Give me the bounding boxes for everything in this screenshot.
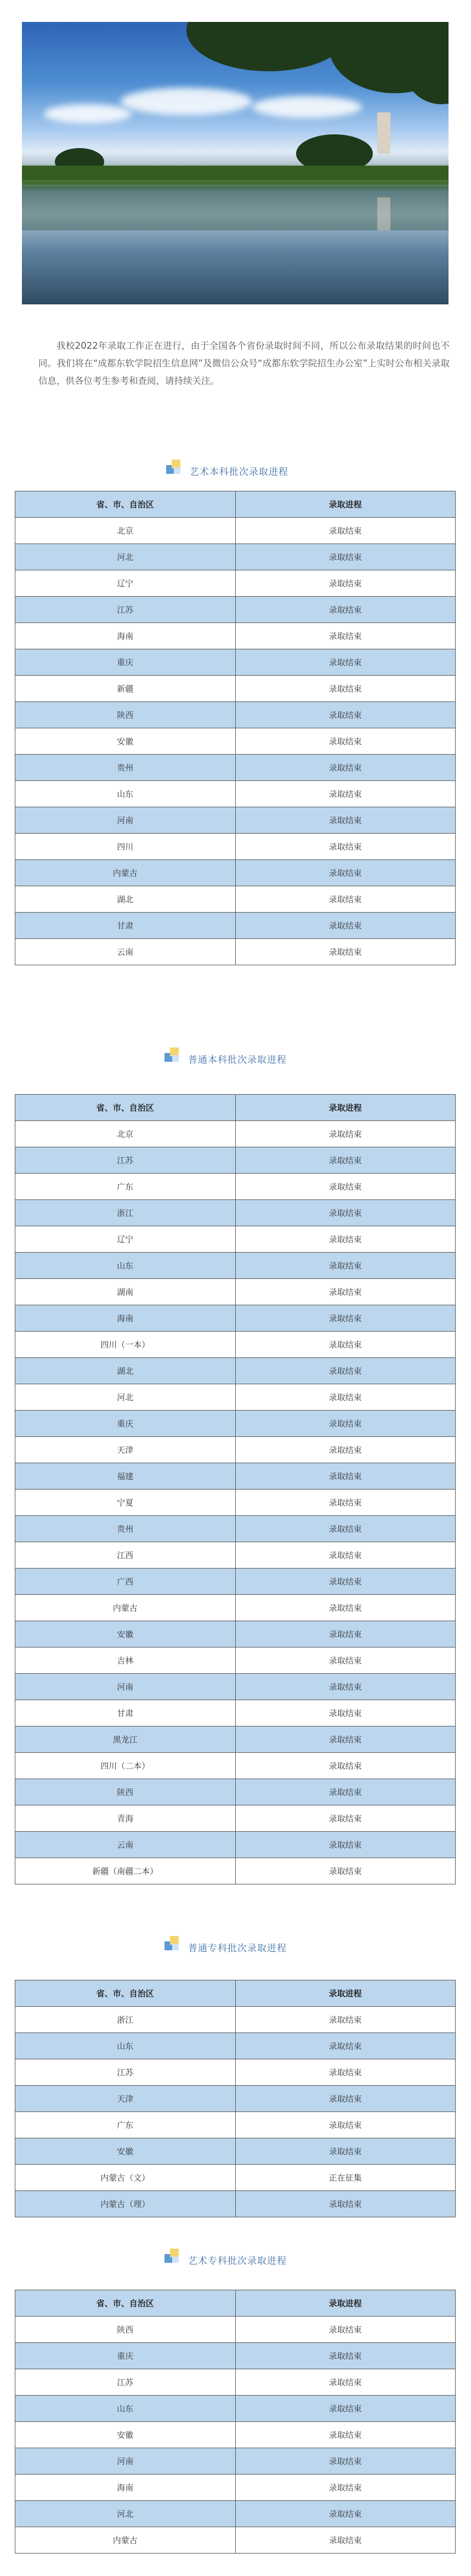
status-cell: 录取结束: [235, 2396, 456, 2422]
table-row: [15, 702, 456, 728]
table-row: [15, 728, 456, 755]
province-cell: 陕西: [15, 702, 236, 728]
province-cell: 山东: [15, 2396, 236, 2422]
status-cell: 录取结束: [235, 1569, 456, 1595]
status-cell: 录取结束: [235, 1437, 456, 1463]
province-cell: 甘肃: [15, 913, 236, 939]
table-row: [15, 807, 456, 834]
province-cell: 湖北: [15, 1358, 236, 1384]
status-cell: 录取结束: [235, 2448, 456, 2475]
table-row: [15, 1463, 456, 1490]
status-cell: 录取结束: [235, 1200, 456, 1226]
table-row: [15, 1174, 456, 1200]
province-cell: 天津: [15, 1437, 236, 1463]
status-cell: 录取结束: [235, 676, 456, 702]
status-cell: 录取结束: [235, 2317, 456, 2343]
table-row: [15, 1753, 456, 1779]
province-cell: 河北: [15, 1384, 236, 1411]
table-row: [15, 1542, 456, 1569]
table-row: [15, 1411, 456, 1437]
header-province: 省、市、自治区: [15, 1095, 236, 1121]
province-cell: 河北: [15, 544, 236, 570]
header-status: 录取进程: [235, 491, 456, 518]
table-row: [15, 1490, 456, 1516]
status-cell: 录取结束: [235, 1647, 456, 1674]
table-regular-college: [15, 1980, 456, 2217]
province-cell: 海南: [15, 2475, 236, 2501]
table-row: [15, 2317, 456, 2343]
table-row: [15, 781, 456, 807]
province-cell: 海南: [15, 1305, 236, 1332]
province-cell: 安徽: [15, 2422, 236, 2448]
province-cell: 江苏: [15, 597, 236, 623]
table-row: [15, 2369, 456, 2396]
header-status: 录取进程: [235, 2290, 456, 2317]
province-cell: 江苏: [15, 1147, 236, 1174]
status-cell: 录取结束: [235, 1753, 456, 1779]
status-cell: 录取结束: [235, 2112, 456, 2138]
table-row: [15, 1569, 456, 1595]
status-cell: 录取结束: [235, 1805, 456, 1832]
campus-lake-photo: [22, 22, 449, 304]
table-row: [15, 755, 456, 781]
status-cell: 录取结束: [235, 1463, 456, 1490]
province-cell: 天津: [15, 2086, 236, 2112]
status-cell: 录取结束: [235, 755, 456, 781]
province-cell: 浙江: [15, 2007, 236, 2033]
table-art-undergrad: [15, 491, 456, 965]
square-decoration-icon: [166, 460, 183, 476]
province-cell: 山东: [15, 1253, 236, 1279]
section-title-regular-undergrad: [0, 1048, 471, 1069]
table-row: [15, 1437, 456, 1463]
status-cell: 正在征集: [235, 2165, 456, 2191]
section-title-art-college: [0, 2249, 471, 2271]
status-cell: 录取结束: [235, 1226, 456, 1253]
province-cell: 云南: [15, 1832, 236, 1858]
table-row: [15, 2527, 456, 2554]
table-row: [15, 2448, 456, 2475]
status-cell: 录取结束: [235, 807, 456, 834]
header-province: 省、市、自治区: [15, 1980, 236, 2007]
status-cell: 录取结束: [235, 939, 456, 965]
status-cell: 录取结束: [235, 2527, 456, 2554]
table-row: [15, 2086, 456, 2112]
status-cell: 录取结束: [235, 886, 456, 913]
table-row: [15, 2007, 456, 2033]
status-cell: 录取结束: [235, 1832, 456, 1858]
table-art-college: [15, 2290, 456, 2554]
table-row: [15, 1832, 456, 1858]
status-cell: 录取结束: [235, 1174, 456, 1200]
table-row: [15, 1700, 456, 1726]
header-province: 省、市、自治区: [15, 2290, 236, 2317]
table-row: [15, 860, 456, 886]
table-row: [15, 2165, 456, 2191]
province-cell: 甘肃: [15, 1700, 236, 1726]
province-cell: 江西: [15, 1542, 236, 1569]
status-cell: 录取结束: [235, 570, 456, 597]
status-cell: 录取结束: [235, 2086, 456, 2112]
status-cell: 录取结束: [235, 1542, 456, 1569]
province-cell: 江苏: [15, 2059, 236, 2086]
status-cell: 录取结束: [235, 1332, 456, 1358]
status-cell: 录取结束: [235, 1411, 456, 1437]
province-cell: 青海: [15, 1805, 236, 1832]
table-row: [15, 834, 456, 860]
province-cell: 四川（二本）: [15, 1753, 236, 1779]
province-cell: 贵州: [15, 1516, 236, 1542]
province-cell: 陕西: [15, 1779, 236, 1805]
province-cell: 四川: [15, 834, 236, 860]
province-cell: 湖南: [15, 1279, 236, 1305]
table-regular-undergrad: [15, 1094, 456, 1884]
status-cell: 录取结束: [235, 1779, 456, 1805]
province-cell: 内蒙古（理）: [15, 2191, 236, 2217]
header-status: 录取进程: [235, 1095, 456, 1121]
table-row: [15, 2033, 456, 2059]
table-row: [15, 1121, 456, 1147]
table-row: [15, 939, 456, 965]
status-cell: 录取结束: [235, 1858, 456, 1884]
status-cell: 录取结束: [235, 2501, 456, 2527]
table-row: [15, 1595, 456, 1621]
status-cell: 录取结束: [235, 702, 456, 728]
status-cell: 录取结束: [235, 860, 456, 886]
status-cell: 录取结束: [235, 1700, 456, 1726]
section-title-label: 艺术专科批次录取进程: [188, 2256, 287, 2267]
status-cell: 录取结束: [235, 2007, 456, 2033]
status-cell: 录取结束: [235, 2191, 456, 2217]
status-cell: 录取结束: [235, 2343, 456, 2369]
status-cell: 录取结束: [235, 1147, 456, 1174]
table-row: [15, 1332, 456, 1358]
status-cell: 录取结束: [235, 2369, 456, 2396]
table-row: [15, 1726, 456, 1753]
status-cell: 录取结束: [235, 781, 456, 807]
status-cell: 录取结束: [235, 2033, 456, 2059]
table-row: [15, 2475, 456, 2501]
status-cell: 录取结束: [235, 1516, 456, 1542]
table-row: [15, 597, 456, 623]
status-cell: 录取结束: [235, 2422, 456, 2448]
province-cell: 安徽: [15, 1621, 236, 1647]
table-row: [15, 1279, 456, 1305]
table-row: [15, 676, 456, 702]
status-cell: 录取结束: [235, 1726, 456, 1753]
province-cell: 河南: [15, 2448, 236, 2475]
province-cell: 四川（一本）: [15, 1332, 236, 1358]
province-cell: 新疆（南疆二本）: [15, 1858, 236, 1884]
province-cell: 重庆: [15, 1411, 236, 1437]
status-cell: 录取结束: [235, 623, 456, 649]
intro-paragraph: 我校2022年录取工作正在进行，由于全国各个省份录取时间不同，所以公布录取结果的时间也不同。我们将在“成都东软学院招生信息网”及微信公众号“成都东软学院招生办公室”上实时公布相关录取信息，供各位考生参考和查阅，请持续关注。: [38, 341, 450, 386]
table-row: [15, 1516, 456, 1542]
table-row: [15, 1647, 456, 1674]
table-row: [15, 623, 456, 649]
province-cell: 安徽: [15, 2138, 236, 2165]
table-row: [15, 1805, 456, 1832]
province-cell: 内蒙古: [15, 1595, 236, 1621]
province-cell: 福建: [15, 1463, 236, 1490]
status-cell: 录取结束: [235, 913, 456, 939]
table-row: [15, 1621, 456, 1647]
table-row: [15, 913, 456, 939]
square-decoration-icon: [164, 1936, 181, 1952]
table-row: [15, 2138, 456, 2165]
status-cell: 录取结束: [235, 728, 456, 755]
status-cell: 录取结束: [235, 1305, 456, 1332]
table-row: [15, 1200, 456, 1226]
status-cell: 录取结束: [235, 1674, 456, 1700]
status-cell: 录取结束: [235, 544, 456, 570]
province-cell: 广东: [15, 1174, 236, 1200]
province-cell: 云南: [15, 939, 236, 965]
province-cell: 江苏: [15, 2369, 236, 2396]
table-row: [15, 2501, 456, 2527]
province-cell: 安徽: [15, 728, 236, 755]
province-cell: 贵州: [15, 755, 236, 781]
province-cell: 海南: [15, 623, 236, 649]
table-row: [15, 2191, 456, 2217]
status-cell: 录取结束: [235, 1384, 456, 1411]
table-row: [15, 2112, 456, 2138]
province-cell: 重庆: [15, 649, 236, 676]
status-cell: 录取结束: [235, 2138, 456, 2165]
province-cell: 浙江: [15, 1200, 236, 1226]
status-cell: 录取结束: [235, 2475, 456, 2501]
status-cell: 录取结束: [235, 1121, 456, 1147]
status-cell: 录取结束: [235, 649, 456, 676]
table-row: [15, 544, 456, 570]
table-row: [15, 1674, 456, 1700]
header-status: 录取进程: [235, 1980, 456, 2007]
province-cell: 吉林: [15, 1647, 236, 1674]
table-row: [15, 2422, 456, 2448]
status-cell: 录取结束: [235, 2059, 456, 2086]
table-row: [15, 2396, 456, 2422]
province-cell: 山东: [15, 781, 236, 807]
status-cell: 录取结束: [235, 1490, 456, 1516]
province-cell: 河北: [15, 2501, 236, 2527]
province-cell: 重庆: [15, 2343, 236, 2369]
status-cell: 录取结束: [235, 1621, 456, 1647]
section-title-label: 普通本科批次录取进程: [188, 1055, 287, 1066]
province-cell: 新疆: [15, 676, 236, 702]
province-cell: 北京: [15, 1121, 236, 1147]
province-cell: 内蒙古（文）: [15, 2165, 236, 2191]
province-cell: 黑龙江: [15, 1726, 236, 1753]
province-cell: 河南: [15, 1674, 236, 1700]
province-cell: 广东: [15, 2112, 236, 2138]
table-row: [15, 1358, 456, 1384]
province-cell: 河南: [15, 807, 236, 834]
province-cell: 内蒙古: [15, 2527, 236, 2554]
header-province: 省、市、自治区: [15, 491, 236, 518]
section-title-label: 艺术本科批次录取进程: [190, 467, 288, 478]
status-cell: 录取结束: [235, 597, 456, 623]
table-row: [15, 570, 456, 597]
table-row: [15, 2343, 456, 2369]
table-row: [15, 1305, 456, 1332]
table-row: [15, 2059, 456, 2086]
status-cell: 录取结束: [235, 1253, 456, 1279]
table-row: [15, 649, 456, 676]
table-row: [15, 1858, 456, 1884]
province-cell: 辽宁: [15, 570, 236, 597]
province-cell: 陕西: [15, 2317, 236, 2343]
province-cell: 山东: [15, 2033, 236, 2059]
table-row: [15, 1226, 456, 1253]
table-row: [15, 886, 456, 913]
status-cell: 录取结束: [235, 1279, 456, 1305]
table-row: [15, 1384, 456, 1411]
status-cell: 录取结束: [235, 1358, 456, 1384]
table-row: [15, 1253, 456, 1279]
section-title-label: 普通专科批次录取进程: [188, 1943, 287, 1954]
province-cell: 辽宁: [15, 1226, 236, 1253]
province-cell: 广西: [15, 1569, 236, 1595]
table-row: [15, 1779, 456, 1805]
province-cell: 宁夏: [15, 1490, 236, 1516]
square-decoration-icon: [164, 2249, 181, 2265]
table-row: [15, 518, 456, 544]
status-cell: 录取结束: [235, 834, 456, 860]
section-title-regular-college: [0, 1936, 471, 1958]
province-cell: 北京: [15, 518, 236, 544]
province-cell: 湖北: [15, 886, 236, 913]
status-cell: 录取结束: [235, 518, 456, 544]
table-row: [15, 1147, 456, 1174]
section-title-art-undergrad: [0, 460, 471, 482]
square-decoration-icon: [164, 1048, 181, 1064]
province-cell: 内蒙古: [15, 860, 236, 886]
status-cell: 录取结束: [235, 1595, 456, 1621]
